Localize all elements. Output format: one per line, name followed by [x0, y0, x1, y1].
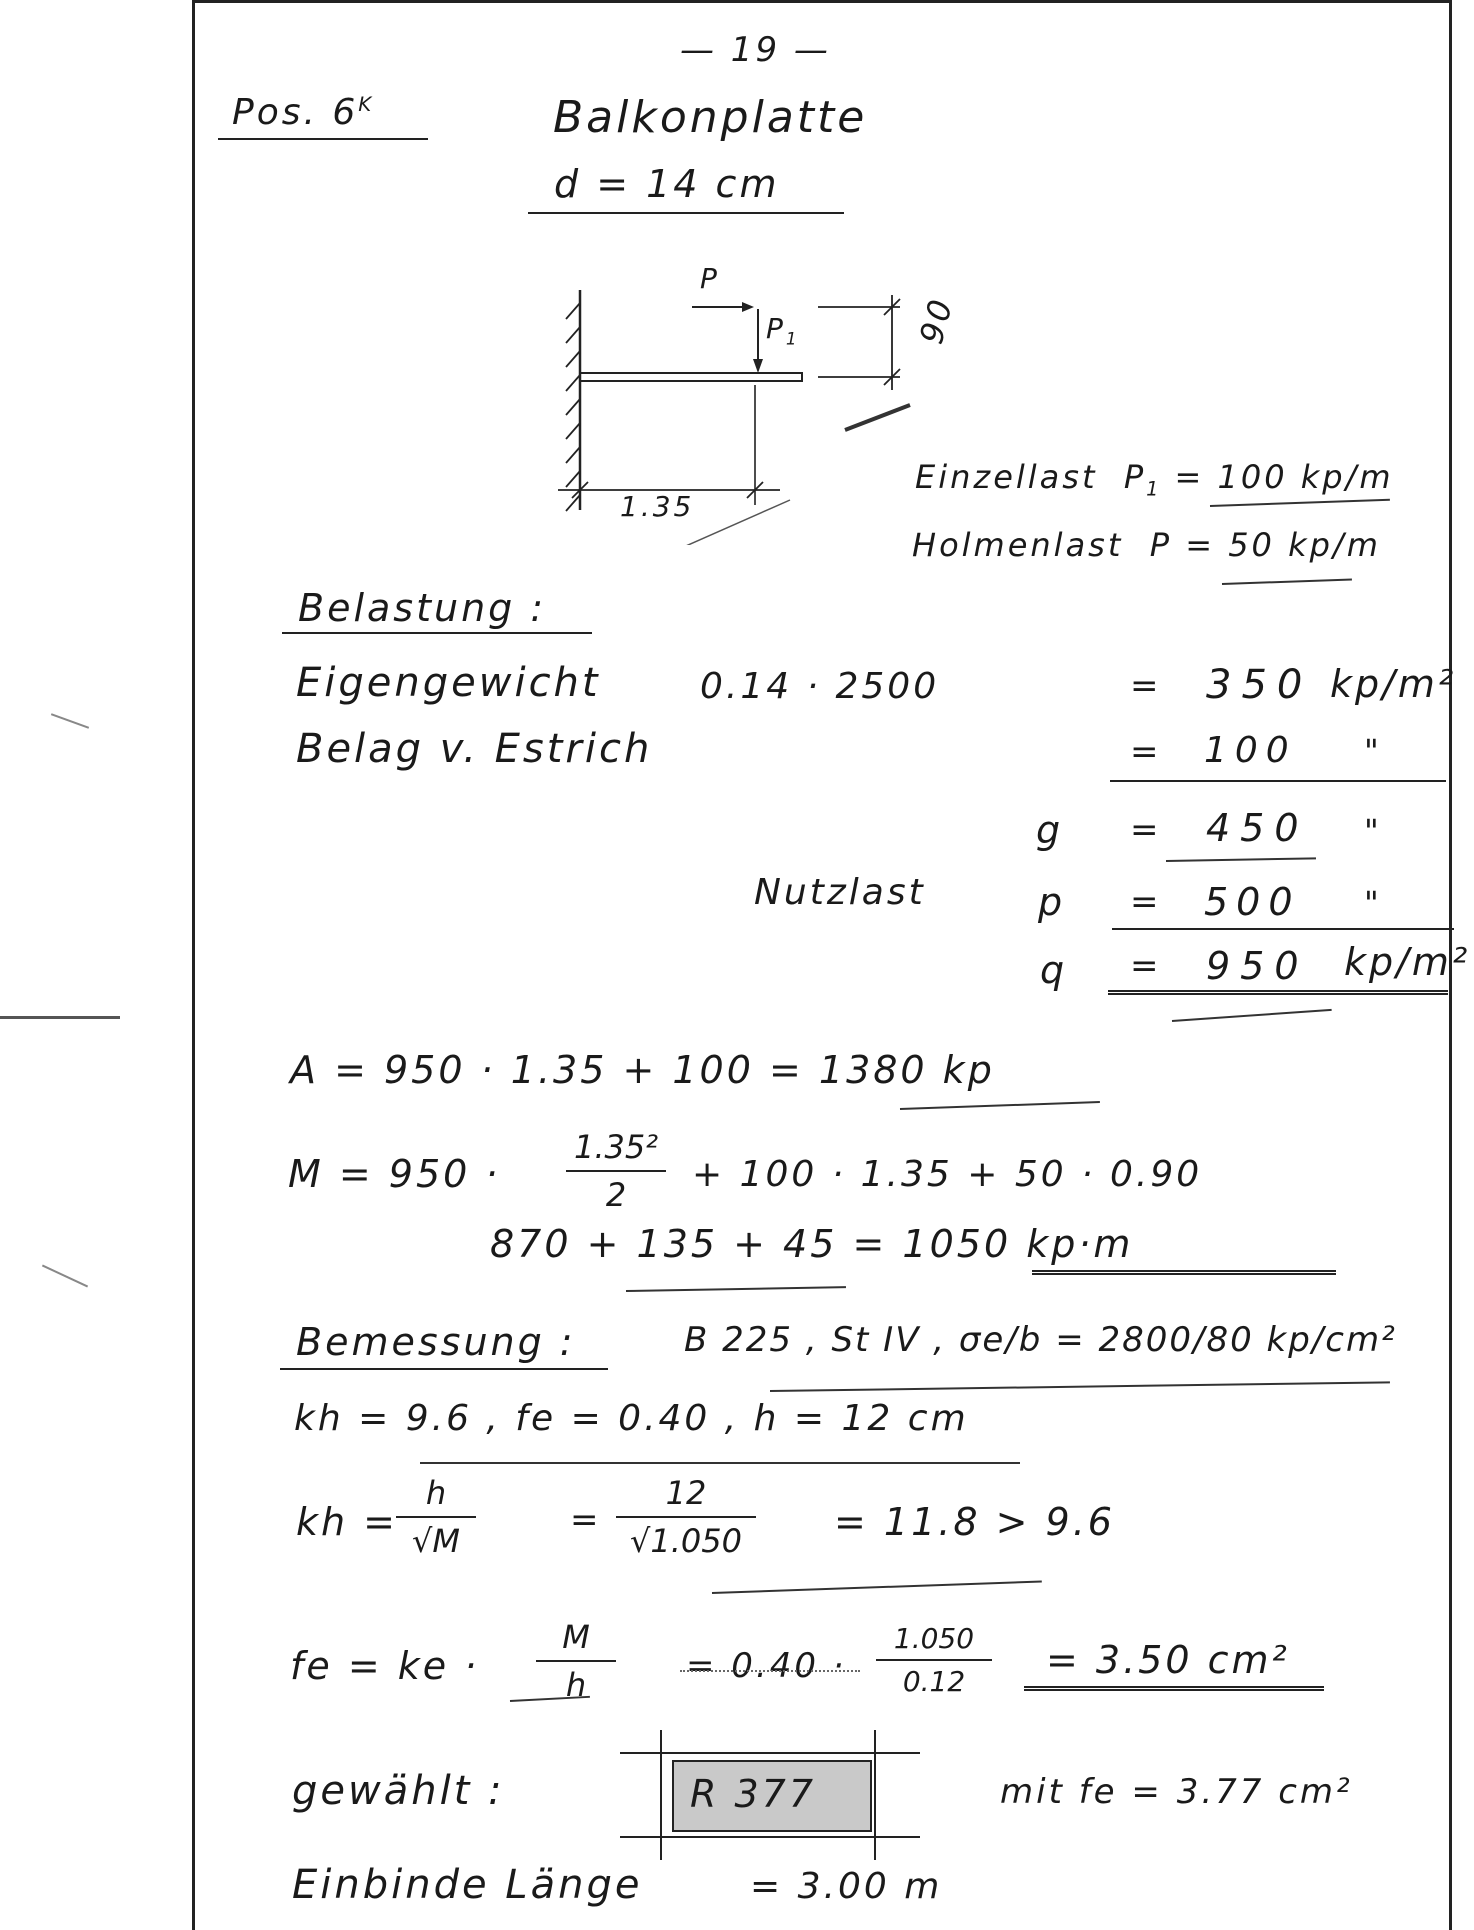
holmenlast-symbol: P	[1149, 526, 1173, 564]
q-double-underline	[1108, 990, 1448, 995]
fe-fraction-1-numerator: M	[562, 1618, 590, 1656]
row-eigengewicht-label: Eigengewicht	[296, 660, 601, 706]
mesh-box-right	[874, 1730, 876, 1860]
fe-dotted-line	[680, 1670, 860, 1672]
row-nutzlast-label: Nutzlast	[754, 872, 926, 913]
kh-fraction-2	[616, 1474, 756, 1560]
diagram-load-p: P	[700, 262, 720, 295]
einzellast-symbol: P	[1123, 458, 1147, 496]
row-eigengewicht-calc: 0.14 · 2500	[700, 666, 940, 707]
einzellast-value: = 100 kp/m	[1174, 458, 1394, 496]
row-g-value: 450	[1206, 806, 1309, 850]
title: Balkonplatte	[553, 92, 868, 143]
row-p-symbol: p	[1038, 880, 1066, 924]
row-eigengewicht-unit: kp/m²	[1330, 662, 1457, 706]
diagram-load-p1	[766, 312, 800, 349]
einbinde-value: = 3.00 m	[750, 1866, 943, 1907]
gewaehlt-label: gewählt :	[292, 1768, 505, 1814]
bemessung-heading: Bemessung :	[296, 1320, 576, 1364]
holmenlast	[912, 526, 1381, 564]
holmenlast-value: = 50 kp/m	[1185, 526, 1381, 564]
fe-fraction-1	[536, 1618, 616, 1704]
formula-m-line2: 870 + 135 + 45 = 1050 kp·m	[490, 1222, 1134, 1266]
fe-result-double-underline	[1024, 1686, 1324, 1691]
row-q-symbol: q	[1040, 948, 1068, 992]
gewaehlt-with: mit fe = 3.77 cm²	[1000, 1772, 1353, 1812]
kh-line: kh = 9.6 , fe = 0.40 , h = 12 cm	[294, 1398, 969, 1439]
wall-hatching	[566, 303, 580, 511]
kh-line-underline	[420, 1462, 1020, 1464]
row-p-value: 500	[1204, 880, 1301, 924]
row-p-unit: "	[1364, 884, 1382, 922]
belastung-heading: Belastung :	[298, 586, 547, 630]
diagram-span: 1.35	[620, 490, 695, 523]
bemessung-spec: B 225 , St IV , σe/b = 2800/80 kp/cm²	[684, 1320, 1397, 1360]
diagram-load-p1-symbol: P	[766, 312, 786, 345]
kh-result: = 11.8 > 9.6	[834, 1500, 1115, 1544]
position-label	[232, 92, 374, 133]
einzellast-label: Einzellast	[915, 458, 1098, 496]
kh-fraction-1-numerator: h	[425, 1474, 447, 1512]
mesh-box-top	[620, 1752, 920, 1754]
kh-fraction-1	[396, 1474, 476, 1560]
fe-fraction-2-numerator: 1.050	[893, 1622, 975, 1655]
kh-fraction-2-numerator: 12	[665, 1474, 707, 1512]
row-q-unit: kp/m²	[1344, 940, 1471, 984]
thickness-underline	[528, 212, 844, 214]
formula-m-right: + 100 · 1.35 + 50 · 0.90	[692, 1154, 1203, 1195]
row-eigengewicht-eq: =	[1130, 666, 1162, 706]
fe-fraction-2	[876, 1622, 992, 1698]
row-g-unit: "	[1364, 812, 1382, 850]
einbinde-label: Einbinde Länge	[292, 1862, 643, 1908]
row-belag-value: 100	[1204, 730, 1297, 771]
mesh-type: R 377	[690, 1772, 817, 1816]
kh-fraction-2-denominator: √1.050	[616, 1516, 756, 1560]
row-p-eq: =	[1130, 882, 1162, 922]
formula-m-double-underline	[1032, 1270, 1336, 1275]
cantilever-diagram	[540, 255, 980, 545]
belastung-underline	[282, 632, 592, 634]
mesh-box-bottom	[620, 1836, 920, 1838]
fe-left: fe = ke ·	[290, 1644, 480, 1688]
diagram-height: 90	[912, 292, 961, 348]
row-g-eq: =	[1130, 810, 1162, 850]
thickness: d = 14 cm	[554, 162, 780, 206]
diagram-load-p1-subscript: 1	[785, 328, 800, 349]
fe-fraction-1-denominator: h	[536, 1660, 616, 1704]
kh-fraction-1-denominator: √M	[396, 1516, 476, 1560]
row-q-value: 950	[1206, 944, 1309, 988]
scan-mark	[0, 1016, 120, 1019]
position-superscript: K	[358, 93, 375, 116]
einzellast	[915, 458, 1394, 500]
formula-m-left: M = 950 ·	[288, 1152, 501, 1196]
fe-result: = 3.50 cm²	[1046, 1638, 1290, 1682]
sum-line-q	[1112, 928, 1454, 930]
position-underline	[218, 138, 428, 140]
formula-m-numerator: 1.35²	[573, 1128, 659, 1166]
row-g-symbol: g	[1036, 808, 1064, 852]
formula-m-denominator: 2	[566, 1170, 666, 1214]
einzellast-subscript: 1	[1146, 477, 1162, 501]
sum-line-g	[1110, 780, 1446, 782]
scan-mark	[51, 713, 89, 729]
row-belag-unit: "	[1364, 732, 1382, 770]
scan-mark	[42, 1265, 88, 1288]
page-number: — 19 —	[680, 30, 831, 70]
row-q-eq: =	[1130, 946, 1162, 986]
row-belag-label: Belag v. Estrich	[296, 726, 653, 772]
kh-eq: =	[570, 1500, 602, 1540]
formula-m-fraction	[566, 1128, 666, 1214]
fe-mid: = 0.40 ·	[686, 1646, 847, 1686]
kh-calc-left: kh =	[296, 1500, 399, 1544]
mesh-box-left	[660, 1730, 662, 1860]
holmenlast-label: Holmenlast	[912, 526, 1124, 564]
mesh-type-box	[672, 1760, 872, 1832]
row-eigengewicht-value: 350	[1206, 662, 1313, 708]
bemessung-underline	[280, 1368, 608, 1370]
row-belag-eq: =	[1130, 732, 1162, 772]
position-text: Pos. 6	[232, 92, 359, 133]
fe-fraction-2-denominator: 0.12	[876, 1659, 992, 1698]
formula-a: A = 950 · 1.35 + 100 = 1380 kp	[290, 1048, 995, 1092]
